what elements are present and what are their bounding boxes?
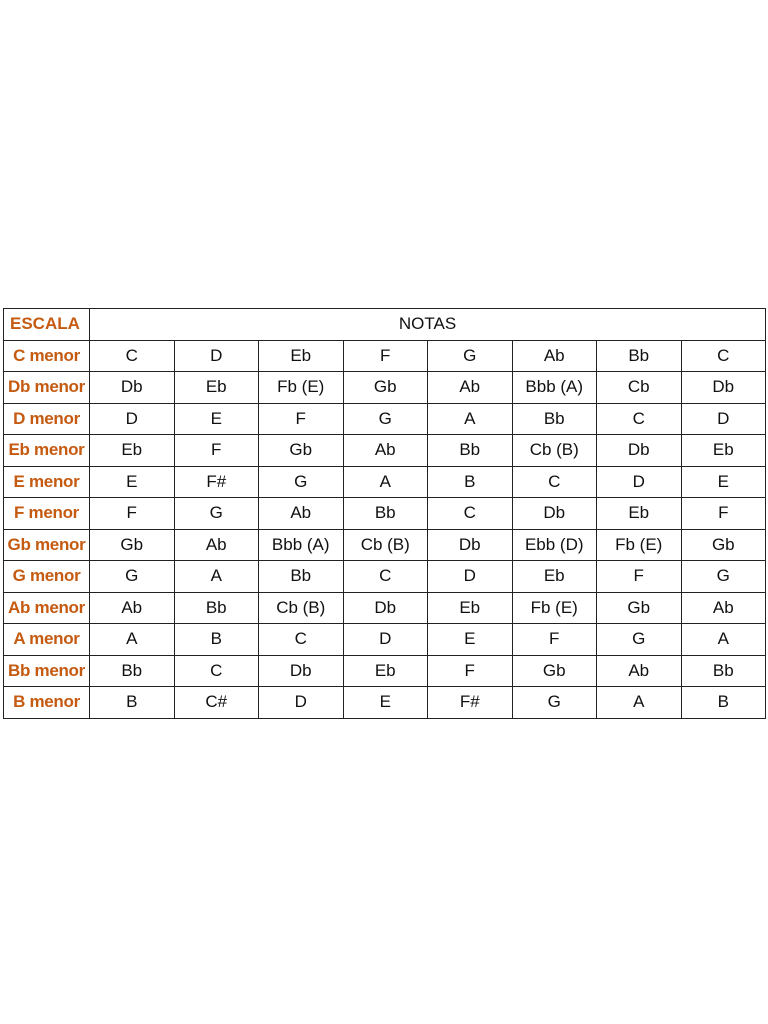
scale-name-cell: F menor [4,498,90,530]
note-cell: Ab [90,592,175,624]
note-cell: F [597,561,682,593]
scale-name-cell: A menor [4,624,90,656]
note-cell: Eb [512,561,597,593]
note-cell: Eb [259,340,344,372]
table-row [4,561,766,593]
note-cell: D [597,466,682,498]
note-cell: F [174,435,259,467]
note-cell: Bb [597,340,682,372]
note-cell: D [681,403,766,435]
note-cell: Db [343,592,428,624]
note-cell: Ab [259,498,344,530]
note-cell: G [90,561,175,593]
table-row [4,466,766,498]
note-cell: D [428,561,513,593]
note-cell: C [343,561,428,593]
note-cell: Eb [90,435,175,467]
note-cell: A [174,561,259,593]
note-cell: C [174,655,259,687]
note-cell: Bb [259,561,344,593]
notes-column-header: NOTAS [90,309,766,341]
note-cell: Bbb (A) [512,372,597,404]
note-cell: A [681,624,766,656]
scale-name-cell: G menor [4,561,90,593]
note-cell: Fb (E) [597,529,682,561]
note-cell: F [681,498,766,530]
note-cell: Bbb (A) [259,529,344,561]
note-cell: Gb [681,529,766,561]
note-cell: C [597,403,682,435]
note-cell: D [343,624,428,656]
note-cell: C [428,498,513,530]
note-cell: G [259,466,344,498]
note-cell: B [174,624,259,656]
note-cell: C [90,340,175,372]
scale-name-cell: Eb menor [4,435,90,467]
note-cell: Ab [681,592,766,624]
table-row [4,340,766,372]
note-cell: A [343,466,428,498]
note-cell: G [428,340,513,372]
note-cell: C [512,466,597,498]
note-cell: Ebb (D) [512,529,597,561]
note-cell: Bb [428,435,513,467]
note-cell: Ab [428,372,513,404]
note-cell: B [90,687,175,719]
note-cell: E [343,687,428,719]
note-cell: A [597,687,682,719]
note-cell: Ab [512,340,597,372]
note-cell: Eb [343,655,428,687]
note-cell: F [259,403,344,435]
note-cell: Eb [681,435,766,467]
table-row [4,655,766,687]
note-cell: Db [512,498,597,530]
note-cell: Fb (E) [512,592,597,624]
table-row [4,592,766,624]
scale-name-cell: Bb menor [4,655,90,687]
note-cell: Bb [681,655,766,687]
note-cell: Db [90,372,175,404]
scale-name-cell: Db menor [4,372,90,404]
note-cell: F# [174,466,259,498]
note-cell: Ab [597,655,682,687]
note-cell: B [428,466,513,498]
note-cell: Cb (B) [259,592,344,624]
note-cell: G [174,498,259,530]
scale-name-cell: Ab menor [4,592,90,624]
note-cell: Ab [174,529,259,561]
table-row [4,529,766,561]
note-cell: E [90,466,175,498]
note-cell: Db [681,372,766,404]
note-cell: G [343,403,428,435]
note-cell: Cb (B) [512,435,597,467]
note-cell: Gb [597,592,682,624]
note-cell: Ab [343,435,428,467]
note-cell: C# [174,687,259,719]
scale-name-cell: B menor [4,687,90,719]
note-cell: D [174,340,259,372]
note-cell: F# [428,687,513,719]
note-cell: Eb [428,592,513,624]
note-cell: G [681,561,766,593]
scale-name-cell: E menor [4,466,90,498]
note-cell: C [681,340,766,372]
note-cell: E [681,466,766,498]
minor-scales-table [3,308,766,719]
header-row [4,309,766,341]
note-cell: Cb (B) [343,529,428,561]
note-cell: Bb [343,498,428,530]
note-cell: A [428,403,513,435]
note-cell: Bb [512,403,597,435]
scale-name-cell: D menor [4,403,90,435]
note-cell: F [343,340,428,372]
table-row [4,403,766,435]
note-cell: Gb [90,529,175,561]
note-cell: Gb [259,435,344,467]
note-cell: Eb [174,372,259,404]
note-cell: F [428,655,513,687]
table-row [4,624,766,656]
note-cell: F [512,624,597,656]
note-cell: Db [259,655,344,687]
note-cell: Bb [174,592,259,624]
scale-name-cell: C menor [4,340,90,372]
note-cell: C [259,624,344,656]
note-cell: Db [597,435,682,467]
note-cell: E [174,403,259,435]
note-cell: A [90,624,175,656]
note-cell: B [681,687,766,719]
scale-column-header: ESCALA [4,309,90,341]
scale-name-cell: Gb menor [4,529,90,561]
note-cell: D [259,687,344,719]
note-cell: D [90,403,175,435]
table-row [4,435,766,467]
note-cell: Db [428,529,513,561]
note-cell: Gb [343,372,428,404]
note-cell: E [428,624,513,656]
note-cell: Fb (E) [259,372,344,404]
note-cell: Eb [597,498,682,530]
note-cell: G [597,624,682,656]
note-cell: G [512,687,597,719]
table-row [4,687,766,719]
table-body [4,340,766,718]
table-row [4,498,766,530]
note-cell: F [90,498,175,530]
table-row [4,372,766,404]
note-cell: Bb [90,655,175,687]
note-cell: Cb [597,372,682,404]
note-cell: Gb [512,655,597,687]
